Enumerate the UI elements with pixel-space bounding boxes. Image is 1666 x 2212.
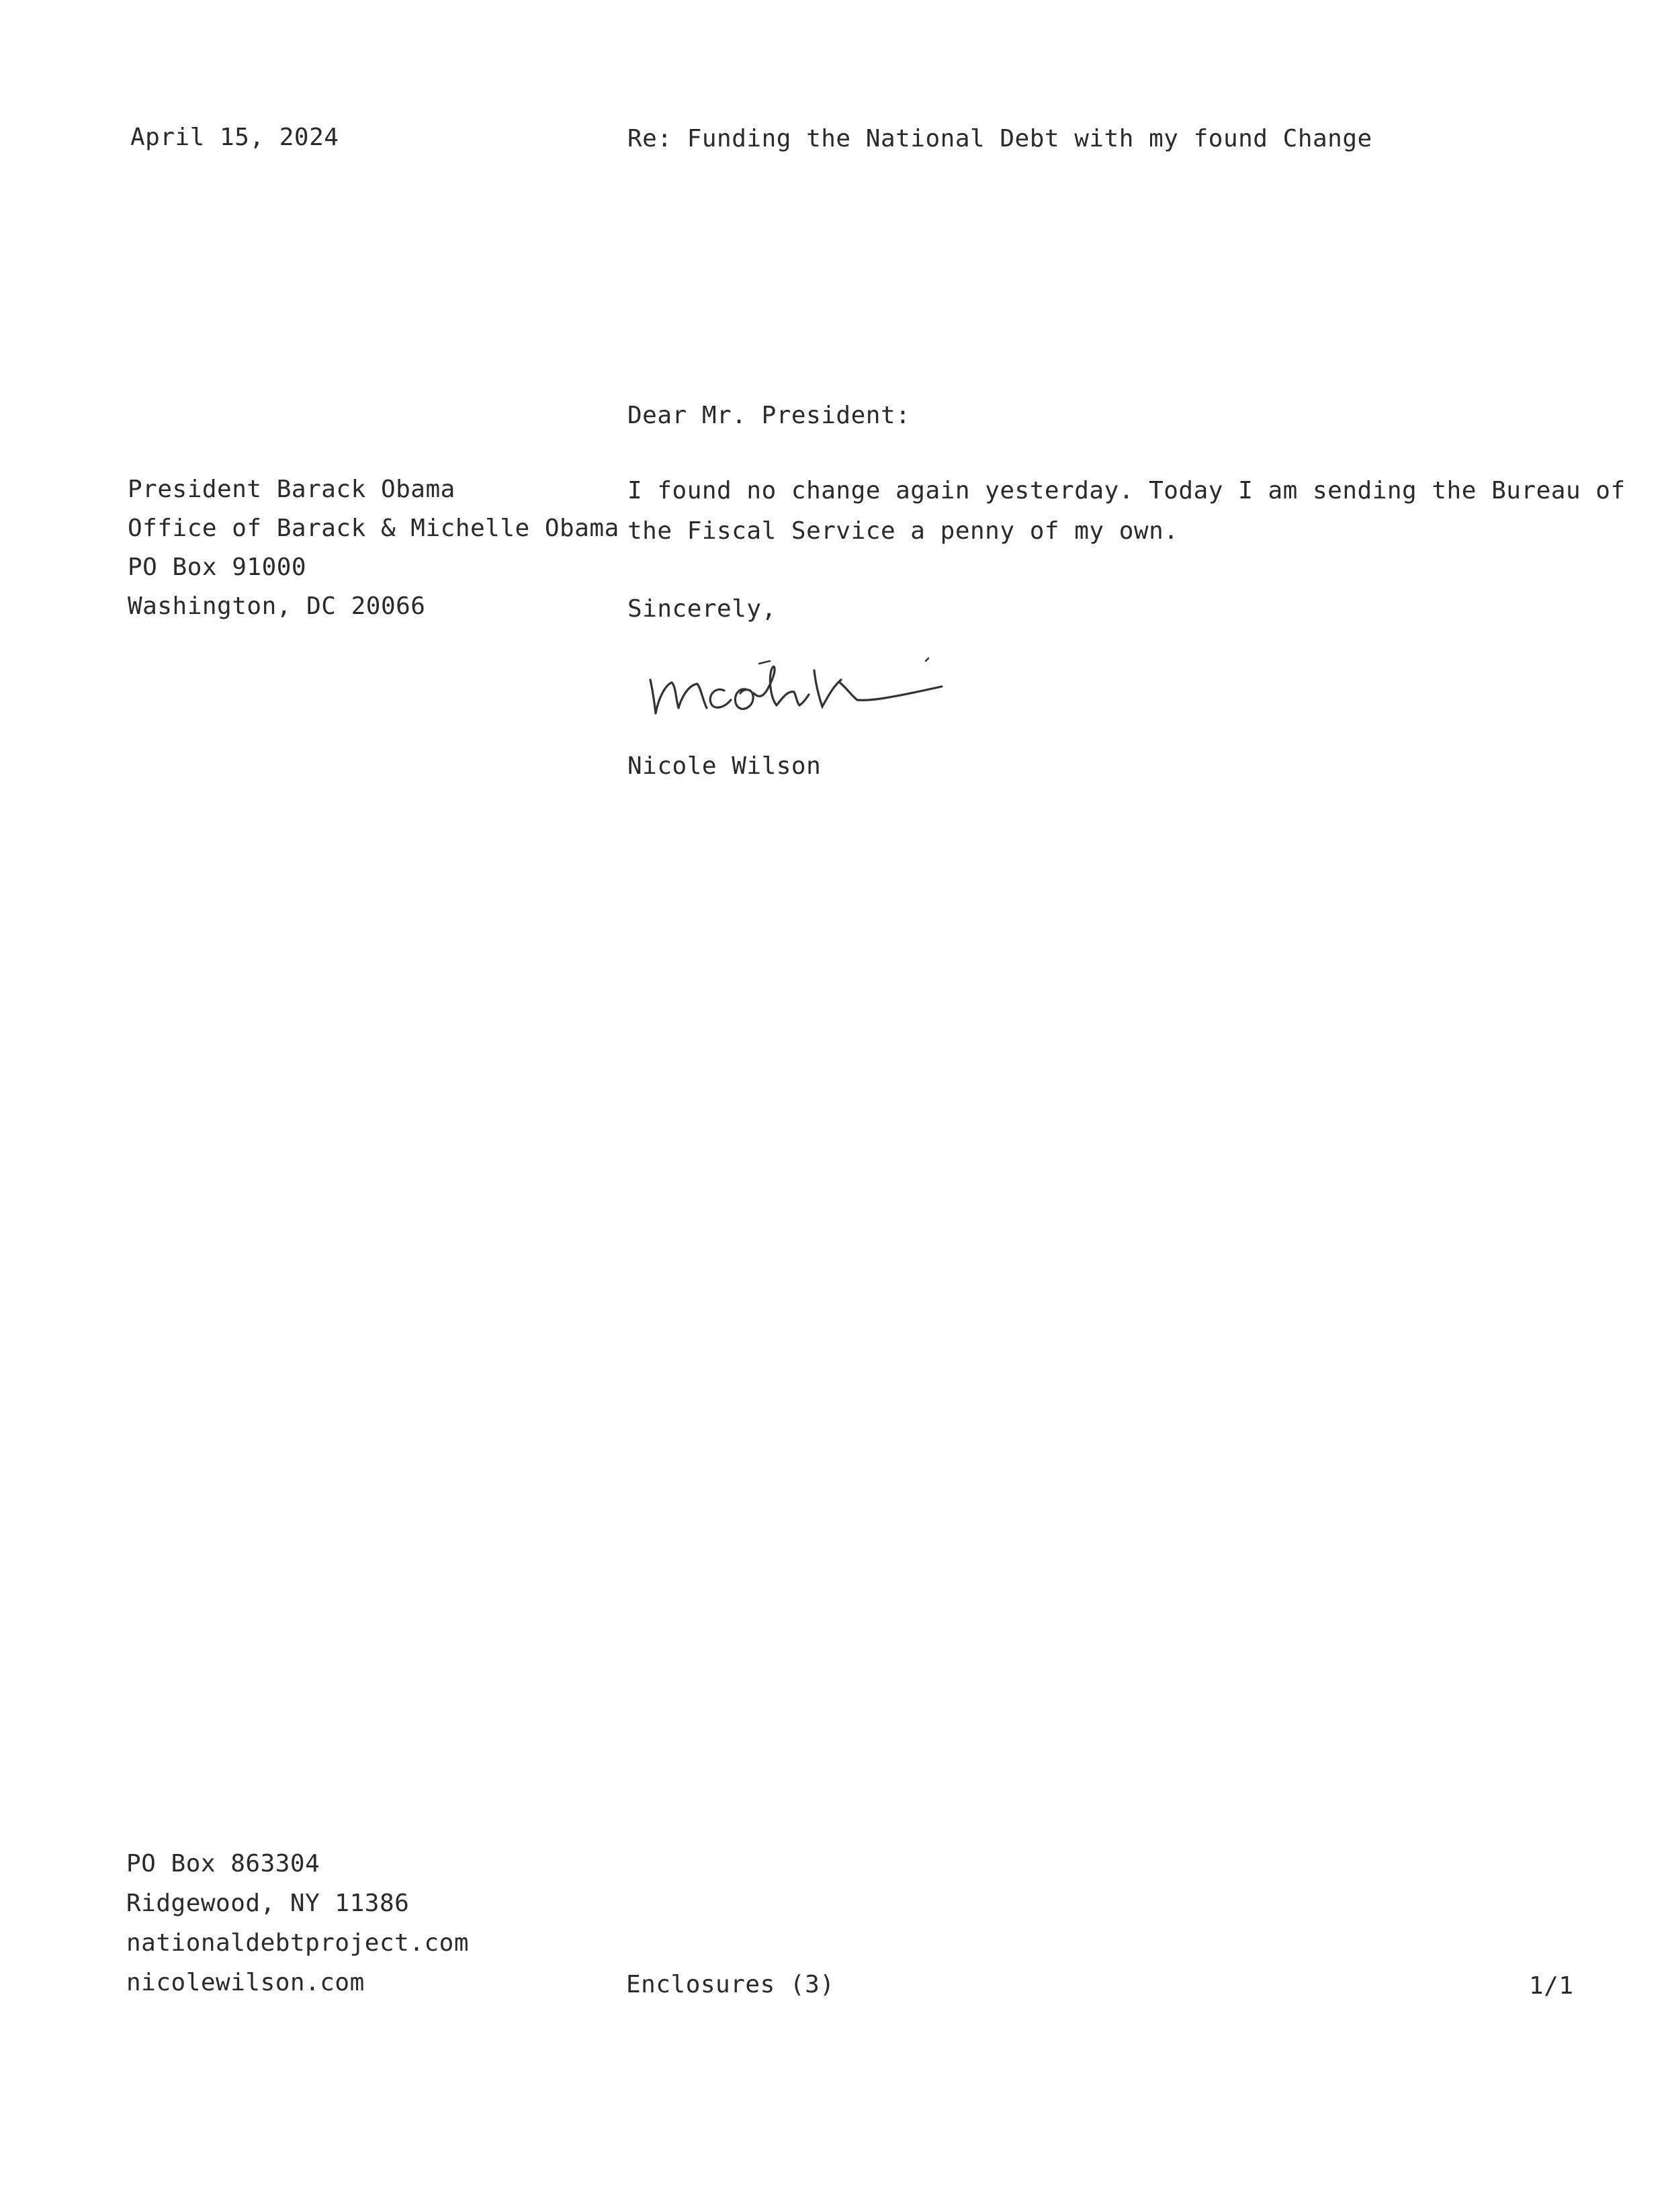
body-line: I found no change again yesterday. Today I am sending the Bureau of	[627, 477, 1626, 504]
recipient-line: Office of Barack & Michelle Obama	[128, 515, 619, 542]
recipient-line: President Barack Obama	[128, 476, 455, 503]
letter-body	[627, 472, 1626, 552]
closing: Sincerely,	[627, 595, 777, 623]
signer-name: Nicole Wilson	[627, 752, 822, 780]
body-line: the Fiscal Service a penny of my own.	[627, 517, 1179, 545]
salutation: Dear Mr. President:	[627, 402, 911, 429]
letter-date: April 15, 2024	[130, 124, 339, 151]
enclosures-note: Enclosures (3)	[626, 1971, 835, 1998]
sender-line: Ridgewood, NY 11386	[126, 1890, 410, 1917]
handwritten-signature	[638, 638, 961, 725]
sender-address	[126, 1845, 469, 2003]
recipient-line: Washington, DC 20066	[128, 592, 426, 620]
recipient-address	[128, 470, 619, 626]
sender-line: PO Box 863304	[126, 1850, 320, 1877]
sender-line: nicolewilson.com	[126, 1969, 365, 1996]
letter-subject: Re: Funding the National Debt with my found Change	[627, 125, 1372, 152]
page-number: 1/1	[1529, 1972, 1574, 2000]
recipient-line: PO Box 91000	[128, 554, 307, 581]
sender-line: nationaldebtproject.com	[126, 1929, 469, 1957]
